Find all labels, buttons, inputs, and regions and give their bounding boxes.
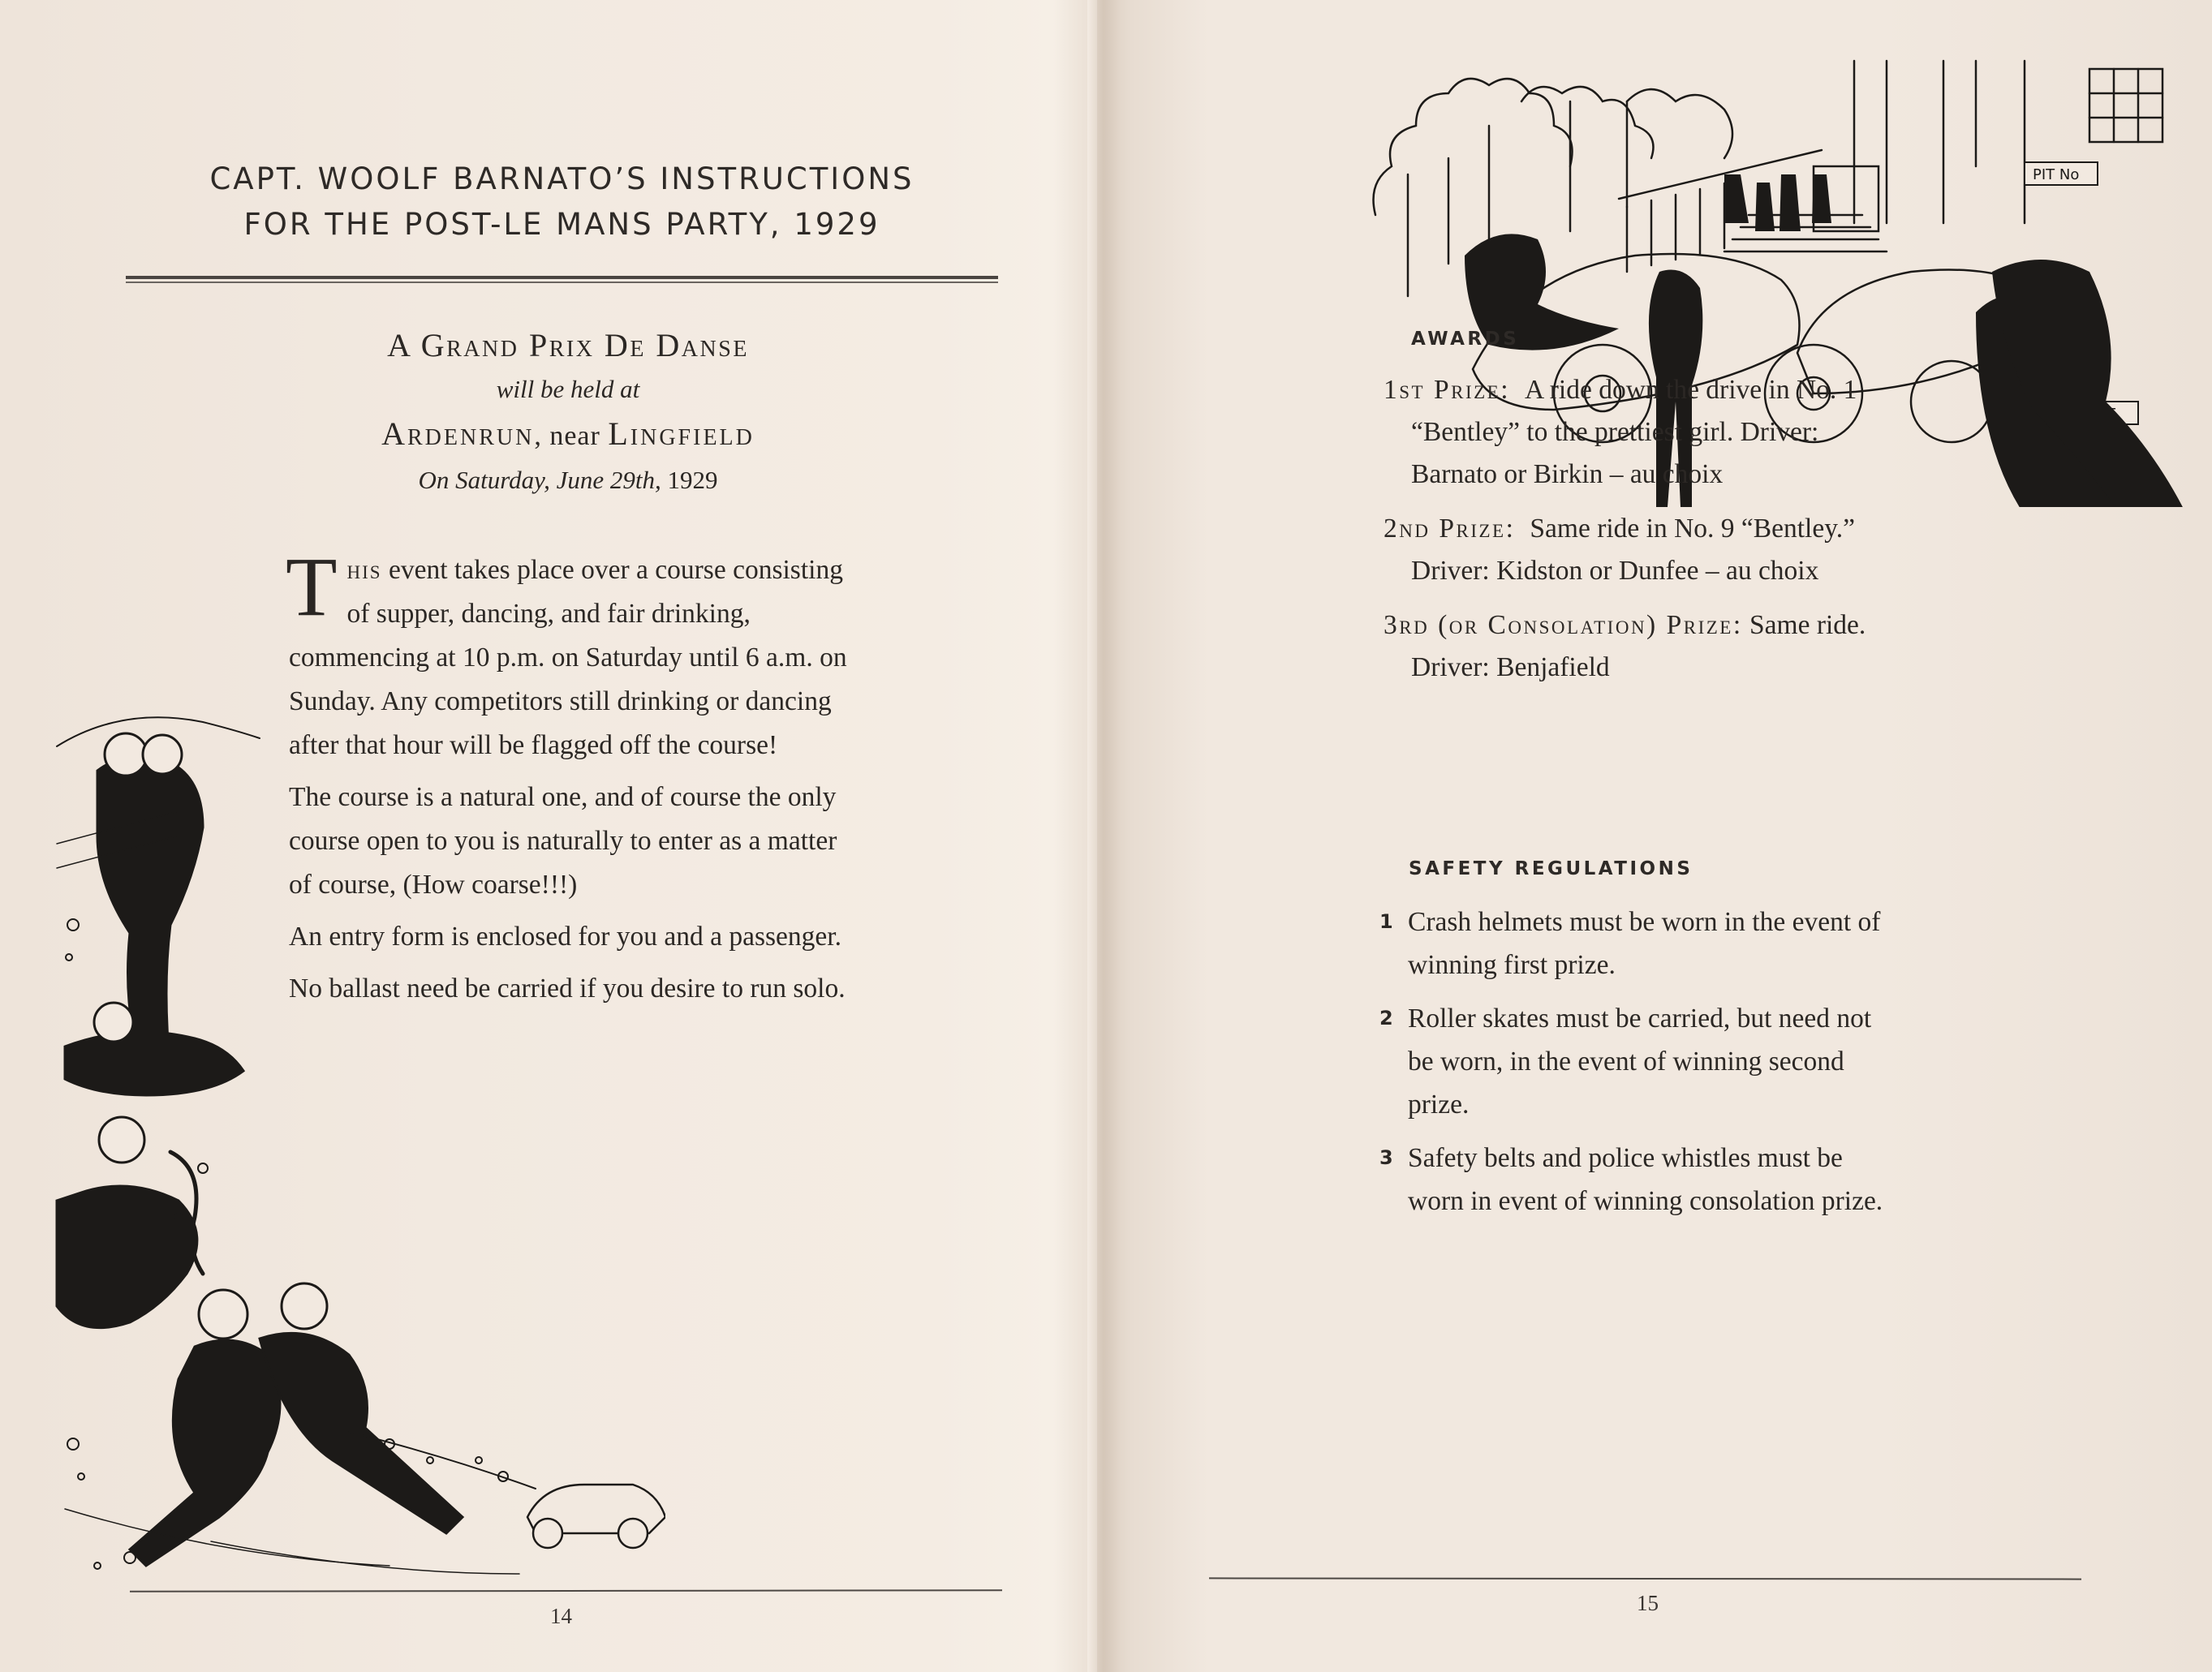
illus-crowd-back: [1724, 174, 1831, 231]
regulation-item: [1379, 1137, 1899, 1223]
award-item: [1384, 604, 1903, 689]
illus-small-car: [527, 1485, 665, 1548]
regulation-item: [1379, 900, 1899, 986]
illus-figure-reclining: [65, 1032, 243, 1095]
award-text: A ride down the drive in No. 1 “Bentley” to the prettiest girl. Driver: Barnato or Birkin – au choix: [1411, 375, 1857, 489]
award-item: [1384, 369, 1903, 496]
illus-window: [2089, 69, 2163, 142]
venue-name: Ardenrun: [381, 415, 535, 452]
regulation-number: 3: [1379, 1146, 1393, 1169]
paragraph-2: The course is a natural one, and of course the only course open to you is naturally to enter as a matter of course, (How coarse!!!): [289, 782, 837, 900]
title-double-rule: [126, 276, 998, 283]
date-line: [276, 456, 860, 505]
title-line-1: CAPT. WOOLF BARNATO’S INSTRUCTIONS: [209, 161, 914, 196]
held-at-text: will be held at: [496, 375, 640, 403]
drop-cap: T: [286, 540, 338, 634]
date-text: On Saturday, June 29th,: [418, 466, 661, 494]
paragraph-3: An entry form is enclosed for you and a passenger.: [289, 922, 841, 952]
regulation-text: Crash helmets must be worn in the event of winning first prize.: [1408, 907, 1881, 980]
safety-heading: SAFETY REGULATIONS: [1409, 858, 1693, 879]
illus-saxophonist: [57, 1186, 197, 1328]
illus-trees: [1374, 79, 1733, 296]
venue-line: [276, 412, 860, 456]
illus-head-2: [143, 735, 182, 774]
book-gutter: [1087, 0, 1120, 1672]
event-name: A Grand Prix De Danse: [387, 327, 749, 363]
illus-head-1: [105, 733, 147, 776]
left-page: [0, 0, 1097, 1672]
venue-joiner: , near: [534, 421, 609, 451]
regulation-number: 1: [1379, 910, 1393, 933]
title-line-2: FOR THE POST-LE MANS PARTY, 1929: [243, 207, 880, 242]
illus-head-6: [282, 1283, 327, 1329]
footer-rule: [130, 1589, 1002, 1592]
regulation-text: Roller skates must be carried, but need not be worn, in the event of winning second prize.: [1408, 1004, 1872, 1120]
awards-list: [1384, 369, 1903, 701]
paragraph-1-smallcaps: his: [346, 555, 382, 585]
award-label: 1st Prize:: [1384, 375, 1511, 405]
award-label: 2nd Prize:: [1384, 514, 1516, 544]
page-number: 14: [550, 1604, 572, 1628]
award-text: Same ride in No. 9 “Bentley.” Driver: Kidston or Dunfee – au choix: [1411, 514, 1856, 586]
dancers-illustration: [49, 698, 665, 1590]
illus-runner-2: [260, 1333, 463, 1533]
page-number: 15: [1637, 1591, 1659, 1615]
illus-head-5: [199, 1290, 247, 1339]
rule-thin: [126, 282, 998, 283]
venue-town: Lingfield: [608, 415, 755, 452]
illus-head-3: [99, 1117, 144, 1163]
regulation-item: [1379, 997, 1899, 1126]
regulation-number: 2: [1379, 1007, 1393, 1029]
award-item: [1384, 508, 1903, 592]
awards-heading: AWARDS: [1411, 329, 1520, 350]
regulation-text: Safety belts and police whistles must be worn in event of winning consolation prize.: [1408, 1143, 1883, 1216]
illus-sign-pit-no-text: PIT No: [2033, 166, 2080, 183]
invitation-block: [276, 325, 860, 505]
paragraph-4: No ballast need be carried if you desire to run solo.: [289, 974, 846, 1004]
award-label: 3rd (or Consolation) Prize:: [1384, 610, 1743, 640]
illus-head-4: [94, 1003, 133, 1042]
date-year: 1929: [667, 466, 718, 494]
paragraph-1-text: event takes place over a course consisting of supper, dancing, and fair drinking, commencing at 10 p.m. on Saturday until 6 a.m. on Sunday. Any competitors still drinking or dancing after that hour will be flagged off the course!: [289, 555, 847, 760]
page-title: [126, 157, 998, 247]
rule-thick: [126, 276, 998, 279]
award-text: Same ride. Driver: Benjafield: [1411, 610, 1866, 682]
safety-regulations-list: [1379, 900, 1899, 1233]
